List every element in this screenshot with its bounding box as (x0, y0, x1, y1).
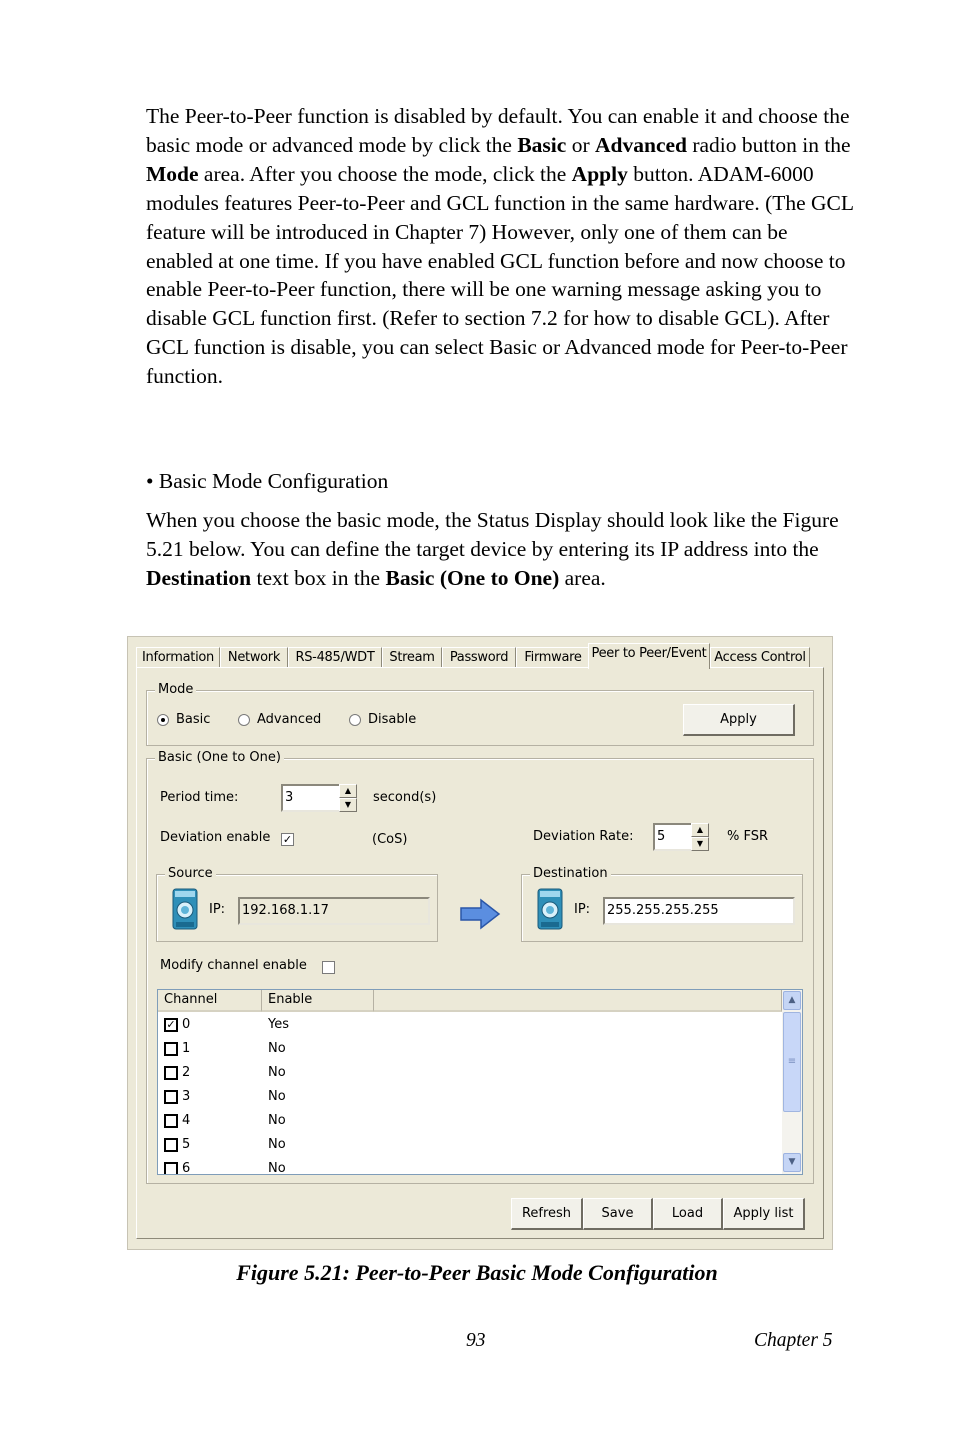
table-row[interactable] (158, 1013, 778, 1037)
adam-device-icon (537, 888, 563, 930)
source-ip-label: IP: (209, 902, 226, 917)
row-enable: No (268, 1065, 286, 1080)
figure-caption: Figure 5.21: Peer-to-Peer Basic Mode Configuration (236, 1260, 718, 1285)
channel-list[interactable] (157, 989, 803, 1175)
load-button[interactable]: Load (653, 1198, 723, 1230)
apply-list-button[interactable]: Apply list (723, 1198, 805, 1230)
spin-up-icon[interactable]: ▲ (339, 784, 357, 798)
row-enable: Yes (268, 1017, 289, 1032)
tab-password[interactable]: Password (442, 647, 516, 668)
tab-rs485-wdt[interactable]: RS-485/WDT (288, 647, 382, 668)
refresh-button[interactable]: Refresh (511, 1198, 583, 1230)
tab-access-control[interactable]: Access Control (710, 647, 810, 668)
row-checkbox[interactable] (164, 1138, 178, 1152)
tab-strip (136, 643, 824, 667)
advanced-radio[interactable] (238, 714, 250, 726)
row-checkbox[interactable] (164, 1042, 178, 1056)
enable-column-header[interactable]: Enable (262, 990, 374, 1012)
adam-device-icon (172, 888, 198, 930)
destination-legend: Destination (530, 866, 611, 882)
deviation-enable-label: Deviation enable (160, 830, 271, 845)
row-checkbox[interactable]: ✓ (164, 1018, 178, 1032)
table-row[interactable] (158, 1061, 778, 1085)
table-row[interactable] (158, 1133, 778, 1157)
channel-column-header[interactable]: Channel (158, 990, 262, 1012)
vertical-scrollbar[interactable] (782, 990, 802, 1174)
table-row[interactable] (158, 1037, 778, 1061)
deviation-rate-unit: % FSR (727, 829, 769, 844)
row-channel: 1 (182, 1041, 191, 1056)
deviation-rate-input[interactable]: 5 (653, 823, 693, 851)
row-checkbox[interactable] (164, 1090, 178, 1104)
deviation-rate-spinner[interactable] (691, 823, 709, 851)
spin-down-icon[interactable]: ▼ (691, 837, 709, 851)
row-enable: No (268, 1089, 286, 1104)
destination-group (521, 866, 803, 942)
scroll-thumb[interactable]: ≡ (783, 1012, 801, 1112)
row-enable: No (268, 1041, 286, 1056)
basic-radio[interactable] (157, 714, 169, 726)
tab-firmware[interactable]: Firmware (516, 647, 590, 668)
intro-paragraph: The Peer-to-Peer function is disabled by default. You can enable it and choose the basic mode or advanced mode by click the Basic or Advanced radio button in the Mode area. After you choose the mode, click the Apply button. ADAM-6000 modules features Peer-to-Peer and GCL function in the same hardware. (The GCL feature will be introduced in Chapter 7) However, only one of them can be enabled at one time. If you have enabled GCL function before and now choose to enable Peer-to-Peer function, there will be one warning message asking you to disable GCL function first. (Refer to section 7.2 for how to disable GCL). After GCL function is disable, you can select Basic or Advanced mode for Peer-to-Peer function. (146, 104, 854, 389)
tab-panel (136, 667, 824, 1239)
basic-radio-label: Basic (176, 712, 211, 727)
bullet-heading: • Basic Mode Configuration (146, 469, 389, 493)
destination-ip-input[interactable]: 255.255.255.255 (603, 897, 795, 925)
table-row[interactable] (158, 1085, 778, 1109)
row-checkbox[interactable] (164, 1162, 178, 1175)
scroll-down-icon[interactable]: ▼ (783, 1153, 801, 1172)
table-row[interactable] (158, 1109, 778, 1133)
spin-up-icon[interactable]: ▲ (691, 823, 709, 837)
row-channel: 4 (182, 1113, 191, 1128)
basic-mode-paragraph: When you choose the basic mode, the Status Display should look like the Figure 5.21 below. You can define the target device by entering its IP address into the Destination text box in the Basic (One to One) area. (146, 508, 839, 590)
disable-radio-label: Disable (368, 712, 417, 727)
scroll-up-icon[interactable]: ▲ (783, 991, 801, 1010)
row-channel: 0 (182, 1017, 191, 1032)
chapter-label: Chapter 5 (754, 1330, 833, 1351)
empty-column-header (374, 990, 782, 1012)
tab-stream[interactable]: Stream (382, 647, 442, 668)
row-enable: No (268, 1137, 286, 1152)
source-group (156, 866, 438, 942)
row-channel: 6 (182, 1161, 191, 1175)
disable-radio[interactable] (349, 714, 361, 726)
deviation-rate-label: Deviation Rate: (533, 829, 634, 844)
row-channel: 3 (182, 1089, 191, 1104)
row-channel: 5 (182, 1137, 191, 1152)
save-button[interactable]: Save (583, 1198, 653, 1230)
peer-to-peer-dialog (127, 636, 833, 1250)
period-time-spinner[interactable] (339, 784, 357, 812)
mode-legend: Mode (155, 682, 196, 698)
row-enable: No (268, 1161, 286, 1175)
basic-one-to-one-group (146, 750, 814, 1184)
mode-group (146, 682, 814, 746)
table-row[interactable] (158, 1157, 778, 1175)
page-number: 93 (466, 1330, 486, 1351)
deviation-enable-checkbox[interactable]: ✓ (282, 833, 293, 846)
source-legend: Source (165, 866, 216, 882)
modify-channel-checkbox[interactable] (322, 961, 335, 974)
advanced-radio-label: Advanced (257, 712, 322, 727)
basic-group-legend: Basic (One to One) (155, 750, 284, 766)
period-time-label: Period time: (160, 790, 239, 805)
tab-information[interactable]: Information (136, 647, 220, 668)
modify-channel-label: Modify channel enable (160, 958, 307, 973)
row-channel: 2 (182, 1065, 191, 1080)
spin-down-icon[interactable]: ▼ (339, 798, 357, 812)
row-checkbox[interactable] (164, 1114, 178, 1128)
cos-label: (CoS) (372, 832, 408, 847)
period-unit-label: second(s) (373, 790, 437, 805)
apply-button[interactable]: Apply (683, 704, 795, 736)
row-enable: No (268, 1113, 286, 1128)
tab-network[interactable]: Network (220, 647, 288, 668)
source-ip-field: 192.168.1.17 (238, 897, 430, 925)
period-time-input[interactable]: 3 (281, 784, 341, 812)
row-checkbox[interactable] (164, 1066, 178, 1080)
destination-ip-label: IP: (574, 902, 591, 917)
tab-peer-to-peer-event[interactable]: Peer to Peer/Event (588, 643, 710, 669)
right-arrow-icon (459, 898, 501, 930)
